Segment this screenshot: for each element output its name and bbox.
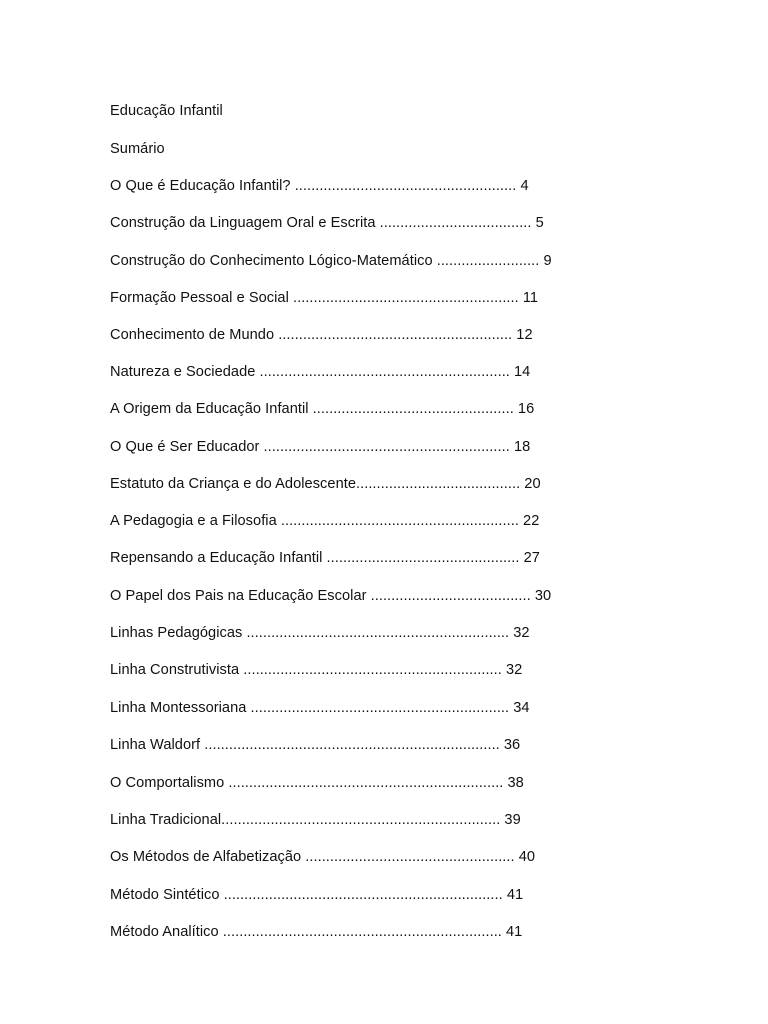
toc-entry: O Que é Educação Infantil? ...................................................... 4 xyxy=(110,178,529,194)
toc-entry: Método Sintético .................................................................... 41 xyxy=(110,887,524,903)
document-title: Educação Infantil xyxy=(110,103,223,119)
toc-entry: Linhas Pedagógicas ................................................................ 32 xyxy=(110,625,530,641)
toc-entry: Estatuto da Criança e do Adolescente........................................ 20 xyxy=(110,476,541,492)
toc-entry: Natureza e Sociedade ............................................................. 14 xyxy=(110,364,531,380)
toc-entry: Formação Pessoal e Social ....................................................... 11 xyxy=(110,290,539,306)
toc-entry: A Origem da Educação Infantil ................................................. 16 xyxy=(110,401,535,417)
toc-entry: Linha Construtivista ............................................................... 32 xyxy=(110,662,523,678)
toc-entry: O Papel dos Pais na Educação Escolar ....................................... 30 xyxy=(110,588,552,604)
toc-entry: Linha Montessoriana ............................................................... 34 xyxy=(110,700,530,716)
toc-entry: Construção do Conhecimento Lógico-Matemático ......................... 9 xyxy=(110,253,552,269)
toc-heading: Sumário xyxy=(110,141,165,157)
toc-entry: O Que é Ser Educador ............................................................ 18 xyxy=(110,439,531,455)
toc-entry: Linha Tradicional.................................................................... 39 xyxy=(110,812,521,828)
toc-entry: Os Métodos de Alfabetização ................................................... 40 xyxy=(110,849,536,865)
toc-entry: A Pedagogia e a Filosofia .......................................................... 22 xyxy=(110,513,540,529)
toc-entry: Método Analítico .................................................................... 41 xyxy=(110,924,523,940)
toc-entry: O Comportalismo ................................................................... 38 xyxy=(110,775,524,791)
toc-entry: Conhecimento de Mundo ......................................................... 12 xyxy=(110,327,533,343)
toc-entry: Linha Waldorf ........................................................................ 36 xyxy=(110,737,521,753)
toc-entry: Construção da Linguagem Oral e Escrita ..................................... 5 xyxy=(110,215,544,231)
toc-entry: Repensando a Educação Infantil ............................................... 27 xyxy=(110,550,540,566)
